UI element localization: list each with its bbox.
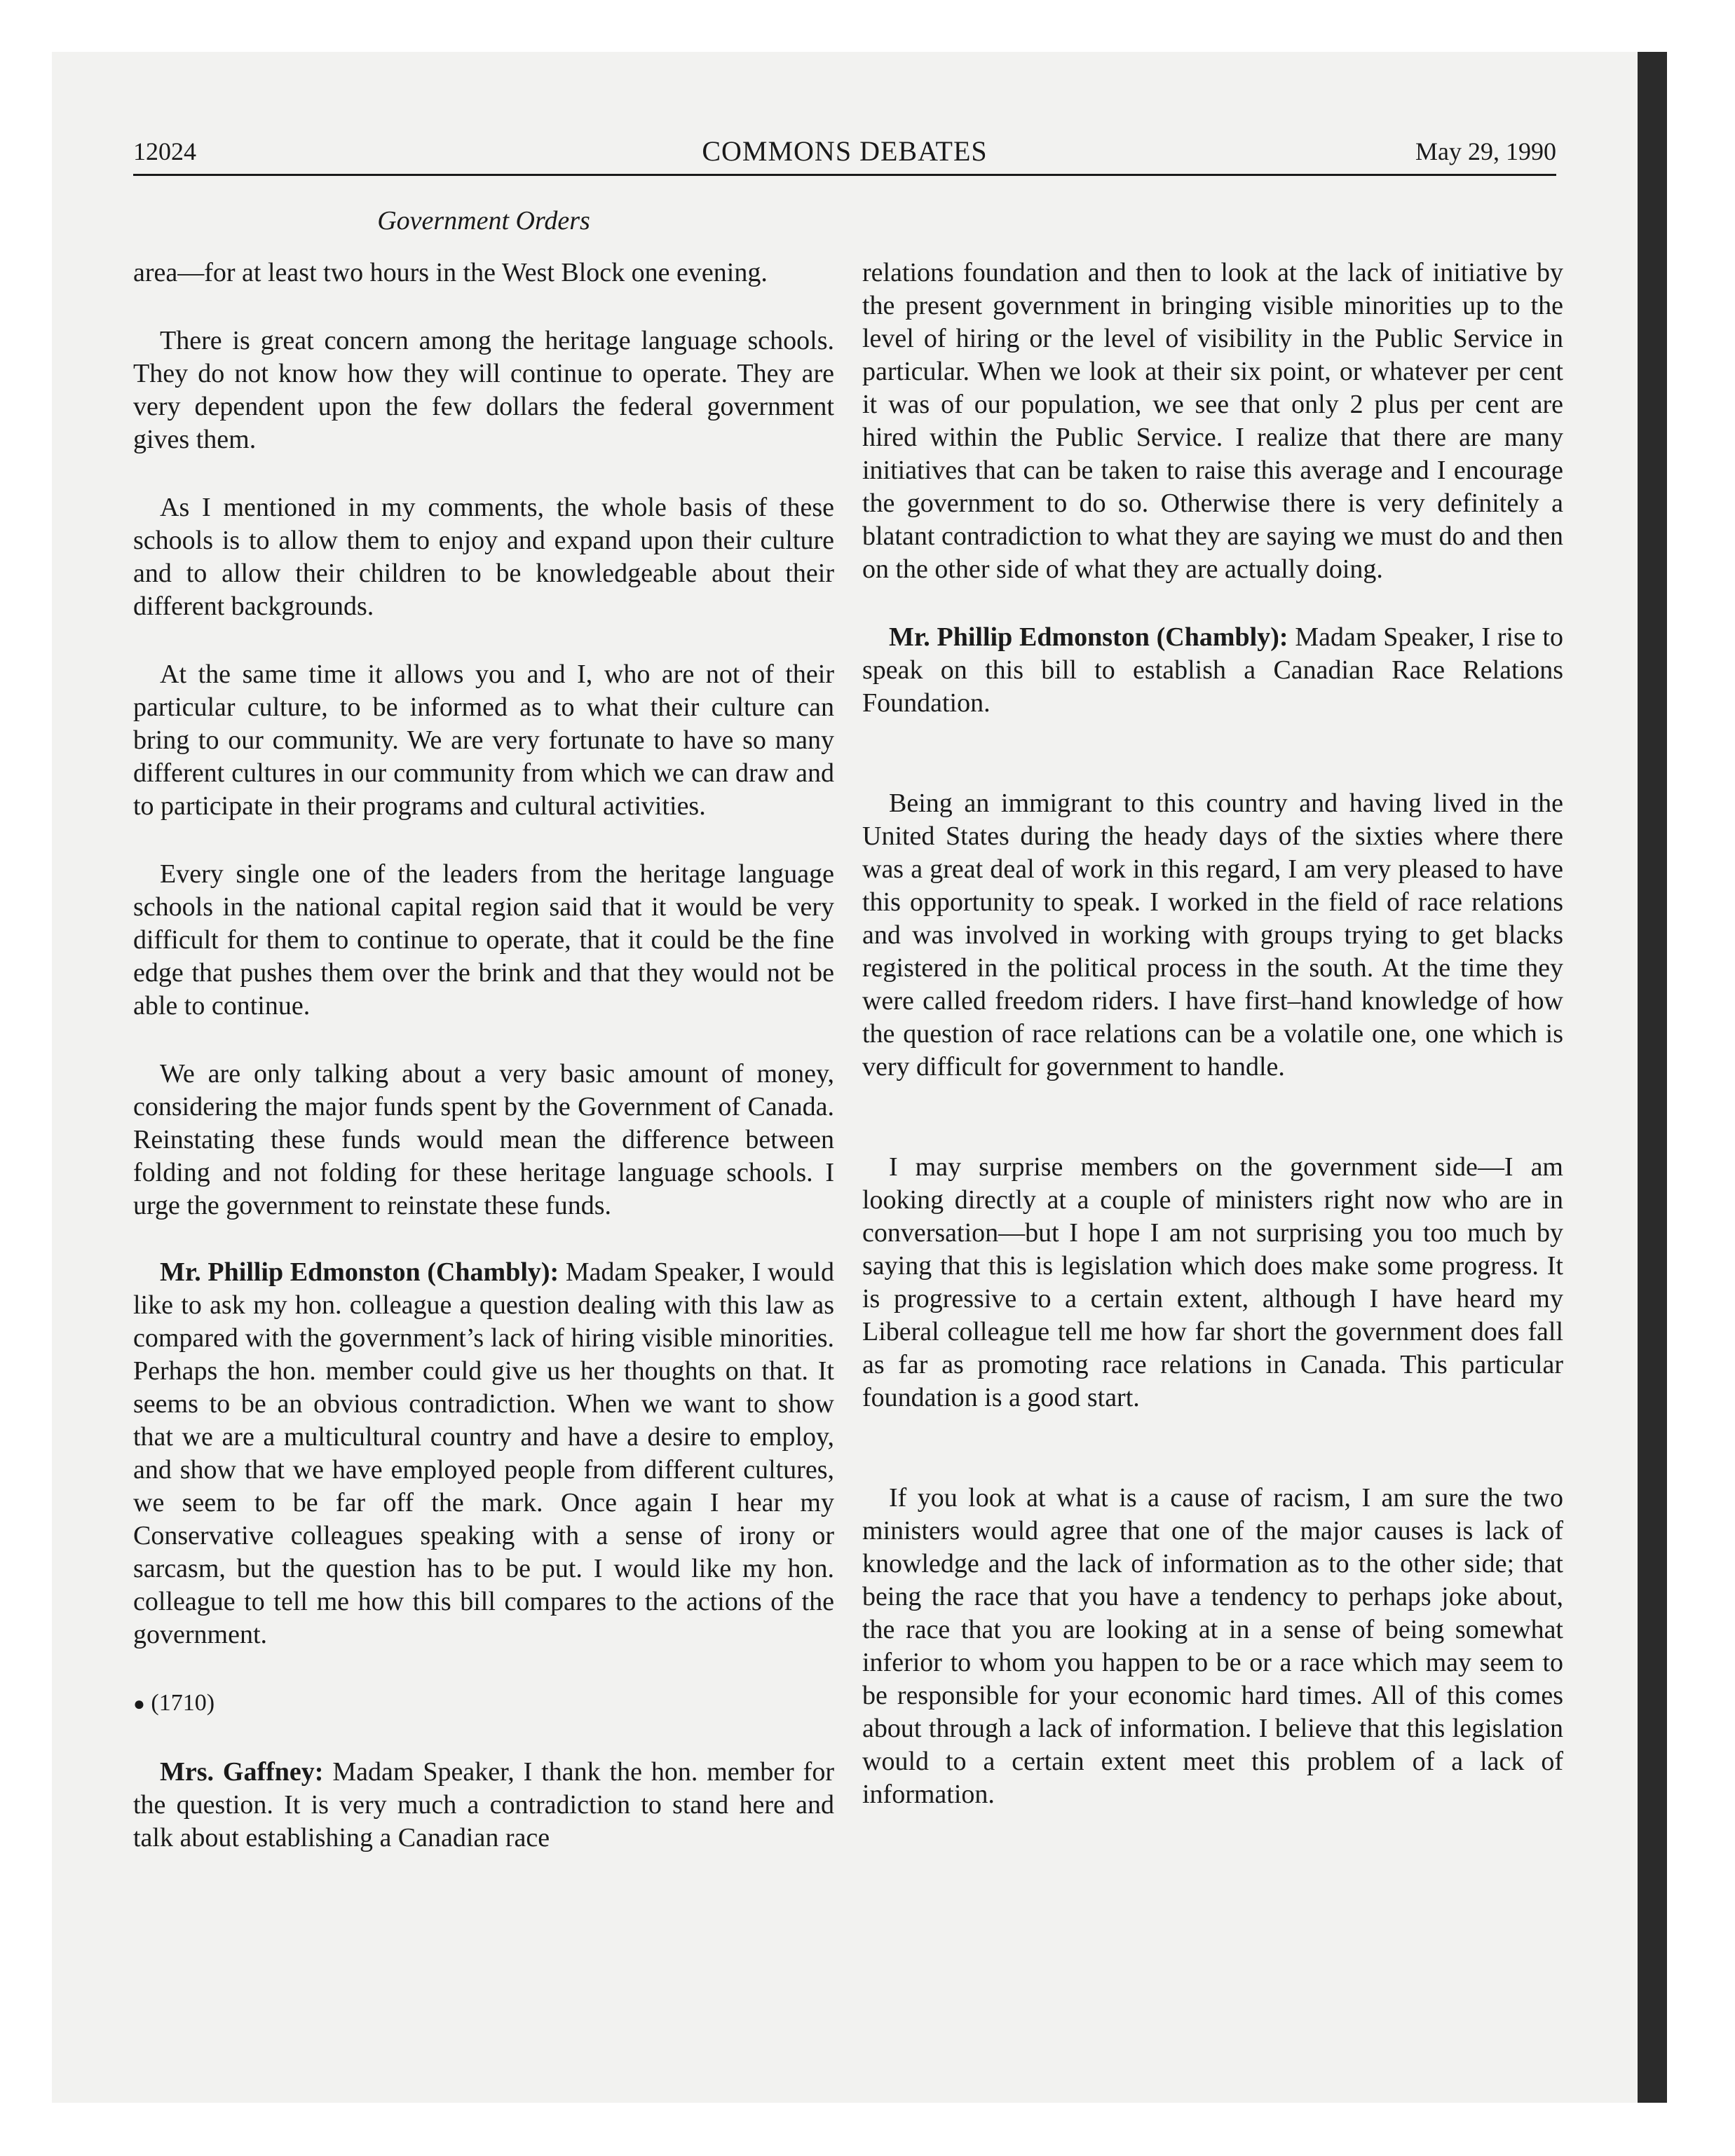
speech-text: Madam Speaker, I thank the hon. member for the question. It is very much a contradiction to stand here and talk about establishing a Canadian race xyxy=(133,1757,834,1853)
paragraph: Every single one of the leaders from the heritage language schools in the national capital region said that it would be very difficult for them to continue to operate, that it could be the fine edge that pushes them over the brink and that they would not be able to continue. xyxy=(133,859,834,1021)
section-title: Government Orders xyxy=(377,206,590,236)
left-column xyxy=(133,257,834,1890)
paragraph: I may surprise members on the government side—I am looking directly at a couple of ministers right now who are in conversation—but I hope I am not surprising you too much by saying that this is legislation which does make some progress. It is progressive to a certain extent, although I have heard my Liberal colleague tell me how far short the government does fall as far as promoting race relations in Canada. This particular foundation is a good start. xyxy=(862,1152,1563,1412)
paragraph: If you look at what is a cause of racism, I am sure the two ministers would agree that one of the major causes is lack of knowledge and the lack of information as to the other side; that being the race that you have a tendency to perhaps joke about, the race that you are looking at in a sense of being somewhat inferior to whom you happen to be or a race which may seem to be responsible for your economic hard times. All of this comes about through a lack of information. I believe that this legislation would to a certain extent meet this problem of a lack of information. xyxy=(862,1483,1563,1809)
speech-paragraph xyxy=(133,1756,834,1855)
paragraph: We are only talking about a very basic amount of money, considering the major funds spent by the Government of Canada. Reinstating these funds would mean the difference between folding and not folding for these heritage language schools. I urge the government to reinstate these funds. xyxy=(133,1059,834,1220)
running-header xyxy=(133,132,1556,171)
scan-edge-shadow xyxy=(1638,52,1667,2103)
paragraph: area—for at least two hours in the West Block one evening. xyxy=(133,258,768,287)
publication-date: May 29, 1990 xyxy=(1415,137,1556,165)
paragraph: As I mentioned in my comments, the whole basis of these schools is to allow them to enjoy and expand upon their culture and to allow their children to be knowledgeable about their different backgrounds. xyxy=(133,493,834,621)
paragraph: There is great concern among the heritage language schools. They do not know how they will continue to operate. They are very dependent upon the few dollars the federal government gives them. xyxy=(133,326,834,454)
speech-text: Madam Speaker, I rise to speak on this bill to establish a Canadian Race Relations Foundation. xyxy=(862,622,1563,718)
speech-text: Madam Speaker, I would like to ask my hon. colleague a question dealing with this law as compared with the government’s lack of hiring visible minorities. Perhaps the hon. member could give us her thoughts on that. It seems to be an obvious contradiction. When we want to show that we are a multicultural country and have a desire to employ, and show that we have employed people from different cultures, we seem to be far off the mark. Once again I hear my Conservative colleagues speaking with a sense of irony or sarcasm, but the question has to be put. I would like my hon. colleague to tell me how this bill compares to the actions of the government. xyxy=(133,1257,834,1649)
speaker-name: Mr. Phillip Edmonston (Chambly): xyxy=(160,1257,559,1287)
speech-paragraph xyxy=(133,1256,834,1651)
right-column xyxy=(862,257,1563,1846)
time-marker-text: (1710) xyxy=(151,1690,215,1716)
time-marker xyxy=(133,1686,834,1721)
publication-title: COMMONS DEBATES xyxy=(702,135,988,167)
page-number: 12024 xyxy=(133,137,196,165)
speaker-name: Mrs. Gaffney: xyxy=(160,1757,324,1787)
paragraph: At the same time it allows you and I, who are not of their particular culture, to be informed as to what their culture can bring to our community. We are very fortunate to have so many different cultures in our community from which we can draw and to participate in their programs and cultural activities. xyxy=(133,660,834,821)
header-rule xyxy=(133,174,1556,176)
speech-paragraph xyxy=(862,621,1563,720)
speaker-name: Mr. Phillip Edmonston (Chambly): xyxy=(889,622,1288,652)
bullet-icon: ● xyxy=(133,1693,145,1715)
paragraph: Being an immigrant to this country and having lived in the United States during the heady days of the sixties where there was a great deal of work in this regard, I am very pleased to have this opportunity to speak. I worked in the field of race relations and was involved in working with groups trying to get blacks registered in the political process in the south. At the time they were called freedom riders. I have first–hand knowledge of how the question of race relations can be a volatile one, one which is very difficult for government to handle. xyxy=(862,789,1563,1082)
paragraph: relations foundation and then to look at the lack of initiative by the present government in bringing visible minorities up to the level of hiring or the level of visibility in the Public Service in particular. When we look at their six point, or whatever per cent it was of our population, we see that only 2 plus per cent are hired within the Public Service. I realize that there are many initiatives that can be taken to raise this average and I encourage the government to do so. Otherwise there is very definitely a blatant contradiction to what they are saying we must do and then on the other side of what they are actually doing. xyxy=(862,258,1563,584)
